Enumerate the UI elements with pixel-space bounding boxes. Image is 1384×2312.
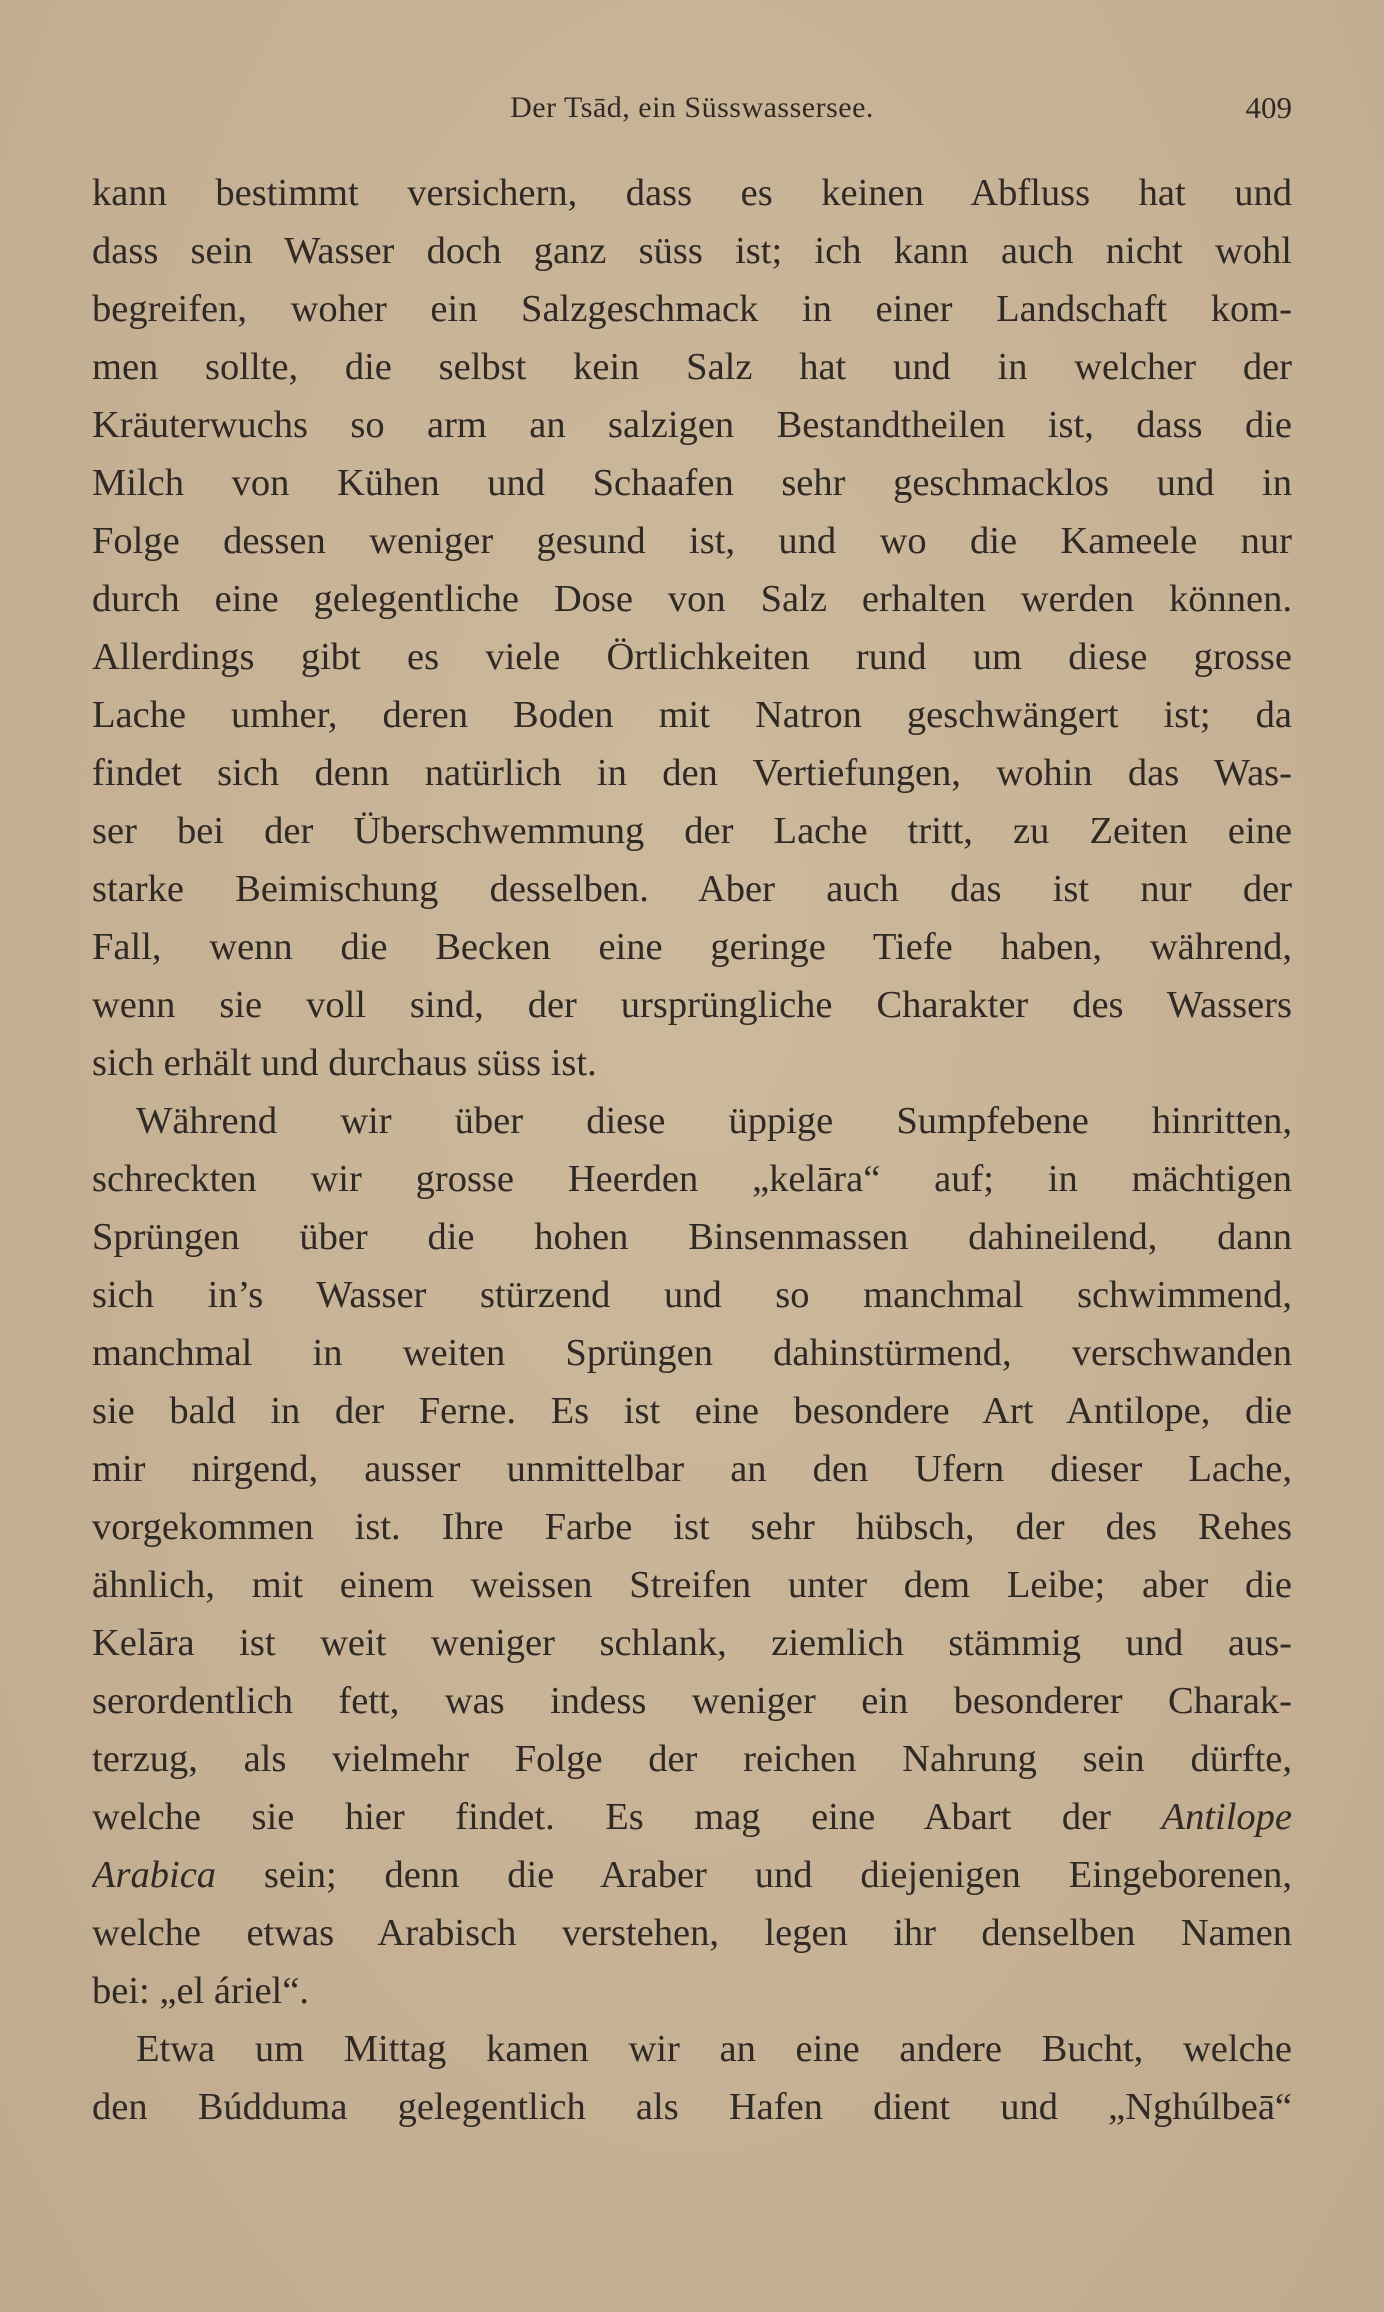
text-line: Kräuterwuchs so arm an salzigen Bestandtheilen ist, dass die <box>92 404 1292 446</box>
text-line: den Búdduma gelegentlich als Hafen dient und „Nghúlbeā“ <box>92 2086 1292 2128</box>
text-line: durch eine gelegentliche Dose von Salz erhalten werden können. <box>92 578 1292 620</box>
text-run: welche sie hier findet. Es mag eine Abart der <box>92 1796 1111 1838</box>
text-line: men sollte, die selbst kein Salz hat und in welcher der <box>92 346 1292 388</box>
italic-term: Antilope <box>1161 1796 1292 1838</box>
text-line: Sprüngen über die hohen Binsenmassen dahineilend, dann <box>92 1216 1292 1258</box>
text-run: sein; denn die Araber und diejenigen Eingeborenen, <box>263 1854 1292 1896</box>
running-title: Der Tsād, ein Süsswassersee. <box>510 91 874 124</box>
page-number: 409 <box>1245 90 1292 125</box>
body-text <box>92 164 1292 2136</box>
text-line: Allerdings gibt es viele Örtlichkeiten rund um diese grosse <box>92 636 1292 678</box>
text-line-with-italic <box>92 1788 1292 1846</box>
text-line: bei: „el áriel“. <box>92 1970 309 2012</box>
text-line: Kelāra ist weit weniger schlank, ziemlich stämmig und aus- <box>92 1622 1292 1664</box>
text-line: vorgekommen ist. Ihre Farbe ist sehr hübsch, der des Rehes <box>92 1506 1292 1548</box>
text-line: findet sich denn natürlich in den Vertiefungen, wohin das Was- <box>92 752 1292 794</box>
text-line: manchmal in weiten Sprüngen dahinstürmend, verschwanden <box>92 1332 1292 1374</box>
text-line: wenn sie voll sind, der ursprüngliche Charakter des Wassers <box>92 984 1292 1026</box>
italic-term: Arabica <box>92 1854 217 1896</box>
text-line: ser bei der Überschwemmung der Lache tritt, zu Zeiten eine <box>92 810 1292 852</box>
text-line: sich in’s Wasser stürzend und so manchmal schwimmend, <box>92 1274 1292 1316</box>
text-line: Milch von Kühen und Schaafen sehr geschmacklos und in <box>92 462 1292 504</box>
text-line: Während wir über diese üppige Sumpfebene hinritten, <box>136 1100 1292 1142</box>
text-line: dass sein Wasser doch ganz süss ist; ich kann auch nicht wohl <box>92 230 1292 272</box>
text-line: mir nirgend, ausser unmittelbar an den Ufern dieser Lache, <box>92 1448 1292 1490</box>
text-line: sich erhält und durchaus süss ist. <box>92 1042 597 1084</box>
text-line: begreifen, woher ein Salzgeschmack in einer Landschaft kom- <box>92 288 1292 330</box>
text-line: ähnlich, mit einem weissen Streifen unter dem Leibe; aber die <box>92 1564 1292 1606</box>
text-line: Lache umher, deren Boden mit Natron geschwängert ist; da <box>92 694 1292 736</box>
text-line: Folge dessen weniger gesund ist, und wo die Kameele nur <box>92 520 1292 562</box>
text-line: terzug, als vielmehr Folge der reichen Nahrung sein dürfte, <box>92 1738 1292 1780</box>
text-line: kann bestimmt versichern, dass es keinen Abfluss hat und <box>92 172 1292 214</box>
running-head <box>92 86 1292 130</box>
text-line-with-italic <box>92 1846 1292 1904</box>
text-line: Etwa um Mittag kamen wir an eine andere Bucht, welche <box>136 2028 1292 2070</box>
text-line: schreckten wir grosse Heerden „kelāra“ auf; in mächtigen <box>92 1158 1292 1200</box>
text-line: starke Beimischung desselben. Aber auch das ist nur der <box>92 868 1292 910</box>
text-line: serordentlich fett, was indess weniger ein besonderer Charak- <box>92 1680 1292 1722</box>
text-line: Fall, wenn die Becken eine geringe Tiefe haben, während, <box>92 926 1292 968</box>
text-line: welche etwas Arabisch verstehen, legen ihr denselben Namen <box>92 1912 1292 1954</box>
text-line: sie bald in der Ferne. Es ist eine besondere Art Antilope, die <box>92 1390 1292 1432</box>
